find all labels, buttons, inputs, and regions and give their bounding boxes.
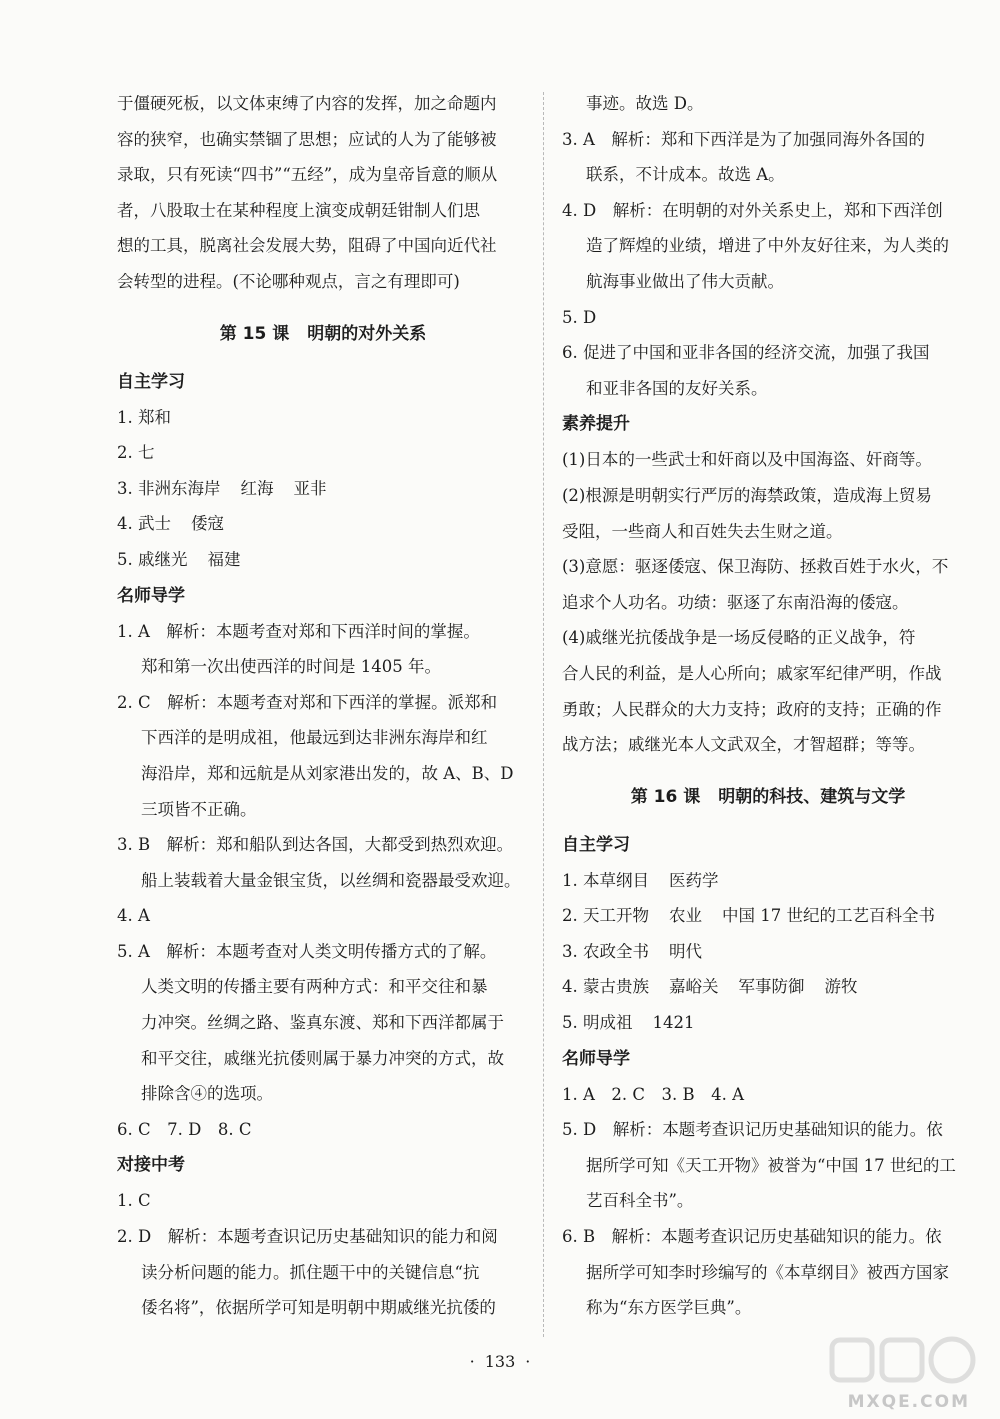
section-heading-duijie: 对接中考 (117, 1155, 185, 1176)
answer-line: 1. C (117, 1191, 151, 1211)
answer-line: 5. D (562, 307, 597, 327)
text-line: 会转型的进程。(不论哪种观点，言之有理即可) (117, 271, 460, 291)
answer-line: 4. 武士 倭寇 (117, 514, 224, 534)
section-heading-mingshi: 名师导学 (562, 1048, 630, 1069)
answer-line: 战方法；戚继光本人文武双全，才智超群；等等。 (562, 735, 925, 755)
lesson-15-title (117, 314, 529, 354)
lesson-16-title (562, 777, 974, 817)
answer-line: 4. D 解析：在明朝的对外关系史上，郑和下西洋创 (562, 200, 943, 220)
text-line: 者，八股取士在某种程度上演变成朝廷钳制人们思 (117, 200, 480, 220)
answer-line: 称为“东方医学巨典”。 (586, 1298, 752, 1318)
answer-line: 6. C 7. D 8. C (117, 1119, 252, 1139)
answer-line: 海沿岸，郑和远航是从刘家港出发的，故 A、B、D (141, 763, 514, 783)
text-line: 想的工具，脱离社会发展大势，阻碍了中国向近代社 (117, 236, 497, 256)
answer-line: 船上装载着大量金银宝货，以丝绸和瓷器最受欢迎。 (141, 870, 521, 890)
left-column (117, 86, 529, 1326)
answer-line: 郑和第一次出使西洋的时间是 1405 年。 (141, 657, 441, 677)
answer-line: 6. 促进了中国和亚非各国的经济交流，加强了我国 (562, 343, 930, 363)
text-line: 容的狭窄，也确实禁锢了思想；应试的人为了能够被 (117, 129, 497, 149)
section-heading-mingshi: 名师导学 (117, 585, 185, 606)
answer-line: 勇敢；人民群众的大力支持；政府的支持；正确的作 (562, 699, 942, 719)
text-line: 于僵硬死板，以文体束缚了内容的发挥，加之命题内 (117, 94, 497, 113)
answer-line: 人类文明的传播主要有两种方式：和平交往和暴 (141, 977, 488, 997)
intro-paragraph (117, 86, 529, 300)
answer-line: 航海事业做出了伟大贡献。 (586, 271, 784, 291)
answer-line: 下西洋的是明成祖，他最远到达非洲东海岸和红 (141, 728, 488, 748)
answer-line: (4)戚继光抗倭战争是一场反侵略的正义战争，符 (562, 628, 916, 648)
answer-line: 3. 非洲东海岸 红海 亚非 (117, 478, 327, 498)
answer-line: 三项皆不正确。 (141, 799, 257, 819)
right-column (562, 86, 974, 1326)
answer-line: 2. C 解析：本题考查对郑和下西洋的掌握。派郑和 (117, 692, 498, 712)
watermark-text: MXQE.COM (847, 1392, 970, 1412)
answer-line: 3. 农政全书 明代 (562, 941, 702, 961)
answer-line: 力冲突。丝绸之路、鉴真东渡、郑和下西洋都属于 (141, 1013, 504, 1033)
answer-line: (3)意愿：驱逐倭寇、保卫海防、拯救百姓于水火，不 (562, 557, 949, 577)
answer-line: 2. 天工开物 农业 中国 17 世纪的工艺百科全书 (562, 906, 935, 926)
page-number: · 133 · (469, 1352, 531, 1371)
answer-line: 3. A 解析：郑和下西洋是为了加强同海外各国的 (562, 129, 925, 149)
answer-line: 倭名将”，依据所学可知是明朝中期戚继光抗倭的 (141, 1298, 496, 1318)
section-heading-suyang: 素养提升 (562, 414, 630, 435)
answer-line: 和平交往，戚继光抗倭则属于暴力冲突的方式，故 (141, 1048, 504, 1068)
answer-line: 1. A 解析：本题考查对郑和下西洋时间的掌握。 (117, 621, 480, 641)
answer-line: 2. D 解析：本题考查识记历史基础知识的能力和阅 (117, 1227, 498, 1247)
answer-line: 3. B 解析：郑和船队到达各国，大都受到热烈欢迎。 (117, 835, 514, 855)
answer-line: 合人民的利益，是人心所向；戚家军纪律严明，作战 (562, 663, 942, 683)
answer-line: 联系，不计成本。故选 A。 (586, 165, 785, 185)
answer-line: 5. D 解析：本题考查识记历史基础知识的能力。依 (562, 1120, 943, 1140)
answer-line: 4. A (117, 906, 150, 926)
section-heading-zizhu: 自主学习 (117, 371, 185, 392)
answer-line: 据所学可知《天工开物》被誉为“中国 17 世纪的工 (586, 1155, 956, 1175)
answer-line: 2. 七 (117, 443, 155, 463)
answer-line: 4. 蒙古贵族 嘉峪关 军事防御 游牧 (562, 977, 858, 997)
answer-line: 造了辉煌的业绩，增进了中外友好往来，为人类的 (586, 236, 949, 256)
answer-line: 6. B 解析：本题考查识记历史基础知识的能力。依 (562, 1227, 942, 1247)
answer-line: 1. A 2. C 3. B 4. A (562, 1084, 745, 1104)
answer-line: (2)根源是明朝实行严厉的海禁政策，造成海上贸易 (562, 485, 932, 505)
answer-line: 5. 明成祖 1421 (562, 1013, 695, 1033)
section-heading-zizhu: 自主学习 (562, 834, 630, 855)
text-line: 录取，只有死读“四书”“五经”，成为皇帝旨意的顺从 (117, 165, 498, 185)
lesson-name: 明朝的对外关系 (307, 323, 427, 344)
answer-line: 1. 本草纲目 医药学 (562, 870, 719, 890)
answer-line: 5. A 解析：本题考查对人类文明传播方式的了解。 (117, 941, 497, 961)
answer-line: 事迹。故选 D。 (586, 94, 704, 113)
answer-line: 5. 戚继光 福建 (117, 549, 241, 569)
answer-line: (1)日本的一些武士和奸商以及中国海盗、奸商等。 (562, 450, 932, 470)
answer-line: 追求个人功名。功绩：驱逐了东南沿海的倭寇。 (562, 592, 909, 612)
answer-line: 1. 郑和 (117, 407, 171, 427)
answer-line: 读分析问题的能力。抓住题干中的关键信息“抗 (141, 1262, 480, 1282)
column-divider (543, 92, 544, 1337)
lesson-number: 第 15 课 (219, 323, 290, 344)
lesson-number: 第 16 课 (630, 786, 701, 807)
answer-line: 受阻，一些商人和百姓失去生财之道。 (562, 521, 843, 541)
answer-line: 据所学可知李时珍编写的《本草纲目》被西方国家 (586, 1262, 949, 1282)
answer-line: 和亚非各国的友好关系。 (586, 378, 768, 398)
answer-line: 排除含④的选项。 (141, 1084, 273, 1104)
lesson-name: 明朝的科技、建筑与文学 (718, 786, 906, 807)
answer-line: 艺百科全书”。 (586, 1191, 694, 1211)
